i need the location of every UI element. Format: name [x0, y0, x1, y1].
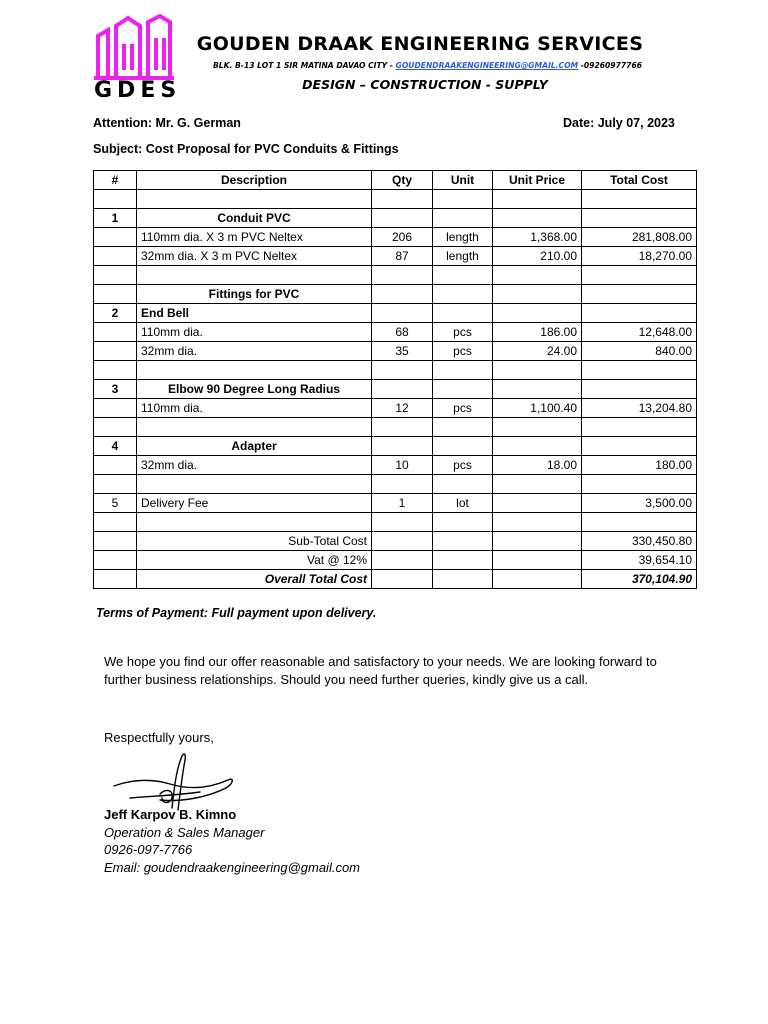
- cell-number: [94, 342, 137, 361]
- cell-total-cost: [582, 437, 697, 456]
- cell-total-cost: [582, 266, 697, 285]
- cell-unit-price: [493, 532, 582, 551]
- cell-unit-price: 1,100.40: [493, 399, 582, 418]
- cell-total-cost: [582, 285, 697, 304]
- cell-total-cost: [582, 380, 697, 399]
- table-row-blank: [94, 475, 697, 494]
- closing-paragraph: [104, 653, 704, 689]
- payment-terms: Terms of Payment: Full payment upon delivery.: [96, 606, 377, 620]
- cell-number: [94, 418, 137, 437]
- cell-unit: length: [433, 228, 493, 247]
- cell-total-cost: 330,450.80: [582, 532, 697, 551]
- cell-description: 32mm dia. X 3 m PVC Neltex: [137, 247, 372, 266]
- cell-description: Fittings for PVC: [137, 285, 372, 304]
- cell-unit: [433, 437, 493, 456]
- cell-unit: [433, 418, 493, 437]
- cell-description: 32mm dia.: [137, 456, 372, 475]
- cell-total-cost: 840.00: [582, 342, 697, 361]
- cell-total-cost: [582, 475, 697, 494]
- cell-unit: [433, 475, 493, 494]
- cell-unit: length: [433, 247, 493, 266]
- cell-unit-price: [493, 551, 582, 570]
- company-phone: -09260977766: [578, 61, 643, 70]
- cell-total-cost: [582, 304, 697, 323]
- cell-unit: lot: [433, 494, 493, 513]
- cell-description: Conduit PVC: [137, 209, 372, 228]
- table-row-blank: [94, 513, 697, 532]
- table-row: [94, 399, 697, 418]
- cell-number: [94, 475, 137, 494]
- company-name: GOUDEN DRAAK ENGINEERING SERVICES: [196, 33, 644, 55]
- cell-unit: [433, 285, 493, 304]
- cell-qty: 35: [372, 342, 433, 361]
- cell-unit: [433, 551, 493, 570]
- cell-qty: [372, 361, 433, 380]
- cell-description: [137, 418, 372, 437]
- table-row-blank: [94, 418, 697, 437]
- table-row: [94, 247, 697, 266]
- cell-number: [94, 570, 137, 589]
- table-row-group: [94, 285, 697, 304]
- table-row-overall-total: [94, 570, 697, 589]
- cell-qty: [372, 209, 433, 228]
- cell-unit-price: 18.00: [493, 456, 582, 475]
- table-row-group: [94, 209, 697, 228]
- cell-qty: [372, 437, 433, 456]
- cell-unit: [433, 570, 493, 589]
- cell-qty: [372, 380, 433, 399]
- cell-qty: 1: [372, 494, 433, 513]
- cell-number: [94, 456, 137, 475]
- cell-unit-price: 24.00: [493, 342, 582, 361]
- table-row-blank: [94, 266, 697, 285]
- table-row: [94, 342, 697, 361]
- cell-qty: [372, 190, 433, 209]
- cell-total-cost: [582, 209, 697, 228]
- cell-number: [94, 190, 137, 209]
- cell-total-cost: [582, 361, 697, 380]
- table-row: [94, 228, 697, 247]
- cell-description: End Bell: [137, 304, 372, 323]
- cell-unit: [433, 513, 493, 532]
- cell-unit: pcs: [433, 456, 493, 475]
- cell-number: [94, 551, 137, 570]
- cell-unit: [433, 304, 493, 323]
- cell-unit: [433, 380, 493, 399]
- address-text: BLK. B-13 LOT 1 SIR MATINA DAVAO CITY -: [212, 61, 396, 70]
- cell-description: 110mm dia.: [137, 323, 372, 342]
- signer-block: [104, 806, 360, 876]
- cell-description: Delivery Fee: [137, 494, 372, 513]
- signer-email: Email: goudendraakengineering@gmail.com: [104, 859, 361, 875]
- buildings-logo-icon: [94, 14, 176, 84]
- cell-number: 3: [94, 380, 137, 399]
- company-email-link[interactable]: GOUDENDRAAKENGINEERING@GMAIL.COM: [395, 61, 579, 70]
- cell-total-cost: 18,270.00: [582, 247, 697, 266]
- cell-total-cost: 13,204.80: [582, 399, 697, 418]
- cell-total-cost: [582, 418, 697, 437]
- column-header-unit-price: Unit Price: [493, 171, 582, 190]
- cell-number: [94, 399, 137, 418]
- cell-qty: 12: [372, 399, 433, 418]
- column-header-unit: Unit: [433, 171, 493, 190]
- cell-number: [94, 247, 137, 266]
- cell-total-cost: 12,648.00: [582, 323, 697, 342]
- cell-unit: pcs: [433, 342, 493, 361]
- table-row: [94, 494, 697, 513]
- cell-number: [94, 228, 137, 247]
- cell-qty: [372, 532, 433, 551]
- column-header-description: Description: [137, 171, 372, 190]
- company-tagline: DESIGN – CONSTRUCTION - SUPPLY: [302, 77, 548, 92]
- cell-qty: [372, 551, 433, 570]
- closing-line-2: further business relationships. Should you need further queries, kindly give us a call.: [104, 672, 589, 687]
- signer-phone: 0926-097-7766: [104, 842, 193, 857]
- cell-description: [137, 513, 372, 532]
- logo-text: GDES: [94, 78, 182, 103]
- cell-qty: [372, 304, 433, 323]
- cell-number: 5: [94, 494, 137, 513]
- table-row-blank: [94, 361, 697, 380]
- cell-qty: 10: [372, 456, 433, 475]
- cell-unit-price: [493, 475, 582, 494]
- cell-unit: pcs: [433, 399, 493, 418]
- cell-total-cost: 370,104.90: [582, 570, 697, 589]
- cell-description: [137, 266, 372, 285]
- cell-unit-price: 210.00: [493, 247, 582, 266]
- column-header-total-cost: Total Cost: [582, 171, 697, 190]
- cell-unit: [433, 532, 493, 551]
- cell-unit: [433, 190, 493, 209]
- cell-number: 1: [94, 209, 137, 228]
- cell-description: [137, 361, 372, 380]
- table-row: [94, 456, 697, 475]
- cell-unit: [433, 266, 493, 285]
- cell-qty: [372, 475, 433, 494]
- attention-line: Attention: Mr. G. German: [93, 116, 241, 130]
- cell-unit-price: [493, 361, 582, 380]
- table-row-summary: [94, 551, 697, 570]
- cell-unit-price: [493, 285, 582, 304]
- cell-number: [94, 532, 137, 551]
- cell-unit: pcs: [433, 323, 493, 342]
- signer-name: Jeff Karpov B. Kimno: [104, 807, 237, 822]
- table-row-group: [94, 437, 697, 456]
- cell-description: 110mm dia.: [137, 399, 372, 418]
- letter-date: Date: July 07, 2023: [563, 116, 675, 130]
- cell-summary-label: Sub-Total Cost: [137, 532, 372, 551]
- table-row-blank: [94, 190, 697, 209]
- cell-unit-price: [493, 380, 582, 399]
- cell-total-cost: [582, 513, 697, 532]
- cell-unit-price: [493, 494, 582, 513]
- cell-total-cost: 180.00: [582, 456, 697, 475]
- cell-total-cost: [582, 190, 697, 209]
- table-row-summary: [94, 532, 697, 551]
- letter-subject: Subject: Cost Proposal for PVC Conduits & Fittings: [93, 142, 399, 156]
- cell-unit: [433, 209, 493, 228]
- cell-description: 110mm dia. X 3 m PVC Neltex: [137, 228, 372, 247]
- table-header-row: [94, 171, 697, 190]
- cell-unit-price: [493, 209, 582, 228]
- cell-number: 4: [94, 437, 137, 456]
- table-row-group: [94, 304, 697, 323]
- table-row: [94, 323, 697, 342]
- cell-qty: 87: [372, 247, 433, 266]
- cell-unit-price: [493, 304, 582, 323]
- cell-total-cost: 281,808.00: [582, 228, 697, 247]
- cell-unit-price: 1,368.00: [493, 228, 582, 247]
- cell-unit: [433, 361, 493, 380]
- cell-number: [94, 323, 137, 342]
- cell-unit-price: [493, 570, 582, 589]
- cell-number: [94, 285, 137, 304]
- cell-qty: 68: [372, 323, 433, 342]
- cell-description: Elbow 90 Degree Long Radius: [137, 380, 372, 399]
- closing-line-1: We hope you find our offer reasonable and satisfactory to your needs. We are looking forward to: [104, 654, 657, 669]
- cell-unit-price: [493, 418, 582, 437]
- column-header-number: #: [94, 171, 137, 190]
- column-header-qty: Qty: [372, 171, 433, 190]
- cell-unit-price: 186.00: [493, 323, 582, 342]
- cell-number: 2: [94, 304, 137, 323]
- cell-total-cost: 39,654.10: [582, 551, 697, 570]
- cell-description: [137, 475, 372, 494]
- company-address: [180, 61, 675, 70]
- cell-qty: [372, 513, 433, 532]
- cell-description: [137, 190, 372, 209]
- cell-number: [94, 513, 137, 532]
- table-row-group: [94, 380, 697, 399]
- cell-unit-price: [493, 437, 582, 456]
- cell-description: Adapter: [137, 437, 372, 456]
- table-body: [94, 190, 697, 589]
- cell-qty: [372, 266, 433, 285]
- cost-proposal-table: [93, 170, 697, 589]
- cell-description: 32mm dia.: [137, 342, 372, 361]
- regards-line: Respectfully yours,: [104, 730, 214, 745]
- cell-unit-price: [493, 190, 582, 209]
- cell-qty: [372, 570, 433, 589]
- cell-unit-price: [493, 266, 582, 285]
- company-logo: [94, 14, 182, 104]
- cell-number: [94, 361, 137, 380]
- cell-summary-label: Overall Total Cost: [137, 570, 372, 589]
- signer-title: Operation & Sales Manager: [104, 824, 265, 840]
- cell-qty: [372, 285, 433, 304]
- cell-qty: 206: [372, 228, 433, 247]
- cell-summary-label: Vat @ 12%: [137, 551, 372, 570]
- cell-number: [94, 266, 137, 285]
- cell-total-cost: 3,500.00: [582, 494, 697, 513]
- cell-unit-price: [493, 513, 582, 532]
- cell-qty: [372, 418, 433, 437]
